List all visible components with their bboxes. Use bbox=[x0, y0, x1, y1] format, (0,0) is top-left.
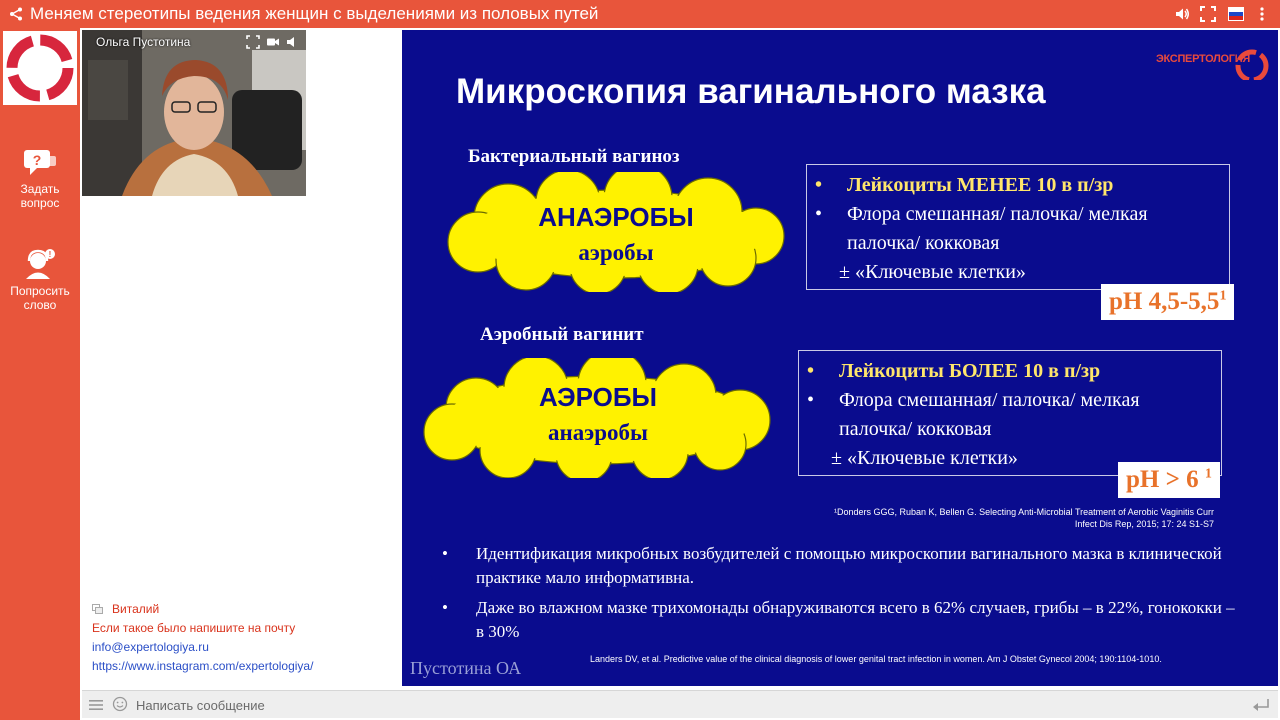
video-fullscreen-icon[interactable] bbox=[246, 35, 260, 49]
message-input[interactable] bbox=[136, 694, 1236, 716]
top-bar bbox=[0, 0, 1280, 28]
video-volume-icon[interactable] bbox=[286, 35, 300, 49]
menu-icon[interactable] bbox=[88, 697, 104, 713]
email-link[interactable]: info@expertologiya.ru bbox=[92, 640, 209, 654]
av-criteria-flora: • Флора смешанная/ палочка/ мелкая bbox=[807, 389, 1140, 411]
av-criteria-clue-cells: ± «Ключевые клетки» bbox=[831, 447, 1018, 469]
ask-question-button[interactable] bbox=[0, 148, 80, 210]
slide-author: Пустотина ОА bbox=[410, 658, 522, 678]
cloud-sub-text: анаэробы bbox=[548, 420, 648, 445]
av-criteria-box bbox=[798, 350, 1222, 476]
ask-question-label: Задать вопрос bbox=[20, 182, 60, 210]
send-icon[interactable] bbox=[1252, 697, 1270, 713]
reference-donders-line2: Infect Dis Rep, 2015; 17: 24 S1-S7 bbox=[1074, 519, 1214, 529]
av-ph-value: pH > 6 $^1$ bbox=[1118, 462, 1220, 498]
bv-ph-value: pH $4,5-5,5^1$ bbox=[1101, 284, 1234, 320]
user-icon bbox=[92, 604, 104, 615]
conclusion-item: • Даже во влажном мазке трихомонады обнаруживаются всего в 62% случаев, грибы – в 22%, гонококки – в 30% bbox=[442, 598, 1235, 641]
chat-author-name: Виталий bbox=[112, 602, 160, 616]
reference-landers: Landers DV, et al. Predictive value of the clinical diagnosis of lower genital tract infection in women. Am J Obstet Gynecol 2004; 190:1104-1010. bbox=[590, 654, 1162, 664]
bv-criteria-flora-cont: палочка/ кокковая bbox=[847, 232, 1000, 254]
cloud-sub-text: аэробы bbox=[578, 240, 654, 265]
av-criteria-leukocytes: • Лейкоциты БОЛЕЕ 10 в п/зр bbox=[807, 360, 1101, 382]
cloud-aerobes bbox=[416, 358, 780, 478]
more-options-icon[interactable] bbox=[1254, 6, 1270, 22]
av-criteria-flora-cont: палочка/ кокковая bbox=[839, 418, 992, 440]
fullscreen-icon[interactable] bbox=[1200, 6, 1216, 22]
chat-author bbox=[88, 600, 388, 619]
cloud-anaerobes bbox=[438, 172, 794, 292]
svg-text:!: ! bbox=[48, 250, 52, 259]
bv-criteria-clue-cells: ± «Ключевые клетки» bbox=[839, 261, 1026, 283]
expertologiya-logo bbox=[3, 31, 77, 105]
speaker-name: Ольга Пустотина bbox=[96, 35, 191, 49]
presentation-slide bbox=[402, 30, 1278, 686]
section-aerobic-vaginitis-title: Аэробный вагинит bbox=[480, 324, 644, 345]
slide-title: Микроскопия вагинального мазка bbox=[456, 72, 1046, 111]
speaker-headset-icon bbox=[22, 248, 58, 280]
bv-criteria-box bbox=[806, 164, 1230, 290]
russia-flag-icon[interactable] bbox=[1228, 7, 1244, 21]
ask-word-button[interactable] bbox=[0, 248, 80, 312]
speaker-video[interactable] bbox=[82, 30, 306, 196]
instagram-link[interactable]: https://www.instagram.com/expertologiya/ bbox=[92, 659, 314, 673]
bv-criteria-leukocytes: • Лейкоциты МЕНЕЕ 10 в п/зр bbox=[815, 174, 1114, 196]
cloud-main-text: АЭРОБЫ bbox=[539, 382, 657, 412]
emoji-icon[interactable] bbox=[112, 696, 128, 712]
webinar-title: Меняем стереотипы ведения женщин с выделениями из половых путей bbox=[30, 4, 599, 23]
conclusion-list bbox=[438, 542, 1238, 650]
ask-word-label: Попросить слово bbox=[10, 284, 70, 312]
left-sidebar bbox=[0, 28, 80, 720]
message-composer bbox=[82, 690, 1278, 718]
camera-icon[interactable] bbox=[266, 35, 280, 49]
reference-donders bbox=[802, 506, 1214, 530]
chat-message: Если такое было напишите на почту bbox=[92, 621, 296, 635]
reference-donders-line1: ¹Donders GGG, Ruban K, Bellen G. Selecting Anti-Microbial Treatment of Aerobic Vaginitis Curr bbox=[834, 507, 1214, 517]
brand-name: ЭКСПЕРТОЛОГИЯ bbox=[1156, 53, 1250, 65]
cloud-shape bbox=[416, 358, 780, 478]
chat-messages bbox=[88, 600, 388, 676]
volume-icon[interactable] bbox=[1174, 6, 1190, 22]
section-bacterial-vaginosis-title: Бактериальный вагиноз bbox=[468, 146, 680, 167]
share-icon[interactable] bbox=[8, 6, 24, 22]
conclusion-item: • Идентификация микробных возбудителей с помощью микроскопии вагинального мазка в клинической практике мало информативна. bbox=[442, 544, 1222, 587]
svg-text:?: ? bbox=[32, 152, 42, 168]
question-chat-icon bbox=[22, 148, 58, 178]
cloud-main-text: АНАЭРОБЫ bbox=[538, 202, 694, 232]
bv-criteria-flora: • Флора смешанная/ палочка/ мелкая bbox=[815, 203, 1148, 225]
speaker-video-frame bbox=[82, 30, 306, 196]
